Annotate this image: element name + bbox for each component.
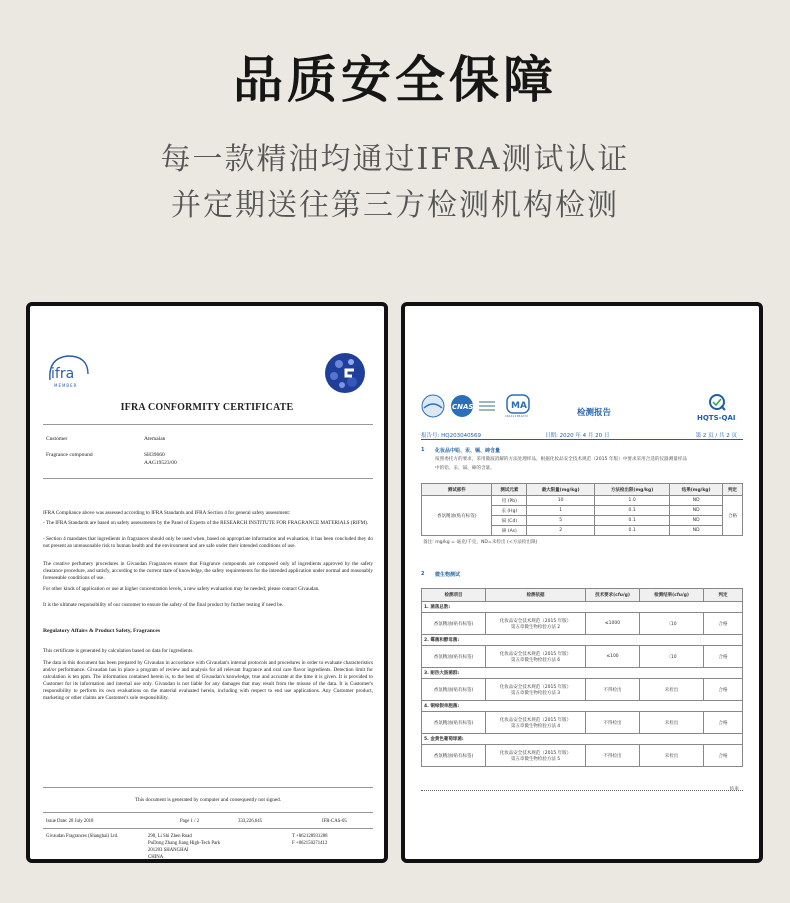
table-header: 判定 bbox=[723, 484, 743, 496]
table-row bbox=[422, 679, 743, 701]
heavy-metal-table bbox=[421, 483, 743, 536]
subtitle-line-1: 每一款精油均通过IFRA测试认证 bbox=[160, 142, 630, 177]
table-cell: 不得检出 bbox=[586, 679, 640, 701]
table-header-row bbox=[422, 589, 743, 602]
table-cell bbox=[486, 745, 586, 767]
basis-line: 第五章微生物检验方法 2 bbox=[510, 624, 561, 630]
table-header: 方法检出限(mg/kg) bbox=[595, 484, 670, 496]
cert-paragraph: It is the ultimate responsibility of our customer to ensure the safety of the final product by further testing if need be. bbox=[43, 602, 284, 608]
table-group-row bbox=[422, 635, 743, 646]
cert-paragraph: This certificate is generated by calculation based on data for ingredients. bbox=[43, 648, 194, 654]
basis-line: 化妆品安全技术规范（2015 年版） bbox=[499, 651, 572, 657]
table-cell: 1.0 bbox=[595, 496, 670, 506]
hqts-logo-icon bbox=[695, 392, 739, 422]
section-description: 按照委托方的要求，采用微波消解的方法处理样品，根据化妆品安全技术规范（2015 年版）中要求采用合适的仪器测量样品 bbox=[435, 457, 688, 462]
table-cell: ≤100 bbox=[586, 646, 640, 668]
document-number: 333,226,645 bbox=[238, 819, 262, 824]
table-header: 测试部件 bbox=[422, 484, 492, 496]
generated-note: This document is generated by computer and consequently not signed. bbox=[134, 797, 282, 803]
divider bbox=[43, 478, 373, 479]
table-header: 检测依据 bbox=[486, 589, 586, 602]
test-report-image bbox=[401, 302, 763, 863]
cnas-badge-icon bbox=[449, 394, 475, 418]
table-cell: 香氛精油(贴有标签) bbox=[422, 613, 486, 635]
certificate-title: IFRA CONFORMITY CERTIFICATE bbox=[120, 402, 294, 413]
table-cell: 合格 bbox=[704, 712, 743, 734]
table-group-label: 1. 菌落总数: bbox=[422, 602, 743, 613]
address-line: 298, Li Shi Zhen Road bbox=[148, 834, 192, 839]
cert-paragraph: The data in this document has been prepared by Givaudan in accordance with Givaudan's internal protocols and procedures in order to evaluate characteristics and/or performance. Givaudan has in place a program of review and analysis for all relevant fragrance and oral care flavor ingredients. Detection limit for calculation is ten ppm. The information contained herein is, to the best of Givaudan's knowledge, true and accurate at the time it is given. It is provided to Customer for its information and internal use only. Givaudan is not liable for any damages that may result from the misuse of the data. It is Customer's responsibility to perform its own evaluations on the material evaluated herein, including with respect to end use applications. Any Customer product, marketing or other claims are Customer's sole responsibility. bbox=[43, 660, 373, 702]
table-header: 检测结果(cfu/g) bbox=[640, 589, 704, 602]
svg-text:MA: MA bbox=[511, 401, 527, 411]
table-row bbox=[422, 745, 743, 767]
divider bbox=[43, 424, 373, 425]
table-cell: 合格 bbox=[704, 646, 743, 668]
table-cell bbox=[486, 712, 586, 734]
cma-badge-icon bbox=[503, 394, 533, 418]
basis-line: 化妆品安全技术规范（2015 年版） bbox=[499, 717, 572, 723]
reference-code: IFR-CAS-05 bbox=[322, 819, 347, 824]
table-cell: 未检出 bbox=[640, 679, 704, 701]
table-cell: 镉 (Cd) bbox=[492, 516, 527, 526]
basis-line: 第五章微生物检验方法 4 bbox=[510, 723, 561, 729]
table-cell: ND bbox=[670, 516, 723, 526]
table-cell: 砷 (As) bbox=[492, 526, 527, 536]
section-number: 1 bbox=[421, 447, 425, 453]
section-title: 化妆品中铅、汞、镉、砷含量 bbox=[435, 448, 501, 454]
compound-label: Fragrance compound bbox=[46, 452, 93, 458]
table-cell: 香氛精油(贴有标签) bbox=[422, 745, 486, 767]
cert-paragraph: IFRA Compliance above was assessed according to IFRA Standards and IFRA Section 4 for general safety assessment: bbox=[43, 510, 291, 516]
table-cell: 0.1 bbox=[595, 526, 670, 536]
table-cell: ND bbox=[670, 496, 723, 506]
page-number: Page 1 / 2 bbox=[180, 819, 200, 824]
compound-value-1: SH39660 bbox=[144, 452, 165, 458]
table-cell: 未检出 bbox=[640, 745, 704, 767]
telephone: T +862128931288 bbox=[292, 834, 328, 839]
svg-text:HQTS-QAI: HQTS-QAI bbox=[697, 414, 736, 422]
report-page: 第 2 页 / 共 2 页 bbox=[695, 433, 737, 439]
table-header: 检测项目 bbox=[422, 589, 486, 602]
table-cell: 铅 (Pb) bbox=[492, 496, 527, 506]
report-number: 报告号: HQ203040569 bbox=[421, 433, 482, 439]
section-description: 中的铅、汞、镉、砷的含量。 bbox=[435, 466, 495, 471]
table-group-row bbox=[422, 701, 743, 712]
svg-text:ifra: ifra bbox=[51, 366, 75, 382]
table-cell: 2 bbox=[527, 526, 595, 536]
table-row bbox=[422, 496, 743, 506]
basis-line: 化妆品安全技术规范（2015 年版） bbox=[499, 750, 572, 756]
table-cell: ≤1000 bbox=[586, 613, 640, 635]
address-line: PuDong Zhang Jiang High-Tech Park bbox=[148, 841, 221, 846]
table-cell: 0.1 bbox=[595, 516, 670, 526]
end-divider bbox=[421, 790, 743, 791]
table-cell: 〈10 bbox=[640, 613, 704, 635]
table-header: 测试元素 bbox=[492, 484, 527, 496]
table-cell: 香氛精油(贴有标签) bbox=[422, 712, 486, 734]
table-cell: ND bbox=[670, 506, 723, 516]
table-cell: ND bbox=[670, 526, 723, 536]
table-cell: 香氛精油(贴有标签) bbox=[422, 679, 486, 701]
ilac-mra-icon bbox=[421, 394, 445, 418]
table-row bbox=[422, 613, 743, 635]
table-cell: 香氛精油(贴有标签) bbox=[422, 496, 492, 536]
divider bbox=[43, 828, 373, 829]
table-row bbox=[422, 646, 743, 668]
subtitle-line-2: 并定期送往第三方检测机构检测 bbox=[171, 188, 619, 223]
cnas-small-text bbox=[479, 398, 499, 414]
ifra-logo-icon bbox=[44, 350, 92, 392]
table-cell bbox=[486, 679, 586, 701]
cert-paragraph: - Section 4 mandates that ingredients in fragrances should only be used when, based on appropriate information and evaluation, it has been concluded they do not present an unreasonable risk to human health and the environment and are safe under their intended conditions of use. bbox=[43, 536, 373, 550]
section-number: 2 bbox=[421, 571, 425, 577]
basis-line: 第五章微生物检验方法 5 bbox=[510, 756, 561, 762]
table-header: 技术要求(cfu/g) bbox=[586, 589, 640, 602]
table-cell: 〈10 bbox=[640, 646, 704, 668]
ifra-certificate-image bbox=[26, 302, 388, 863]
cert-paragraph: The creative perfumery procedures in Givaudan Fragrances ensure that Fragrance compounds are composed only of ingredients approved by the safety clearance procedure, and satisfy, according to the current state of knowledge, the safety requirements for the intended application under normal and reasonably foreseeable conditions of use. bbox=[43, 561, 373, 582]
table-cell: 汞 (Hg) bbox=[492, 506, 527, 516]
table-header: 最大限量(mg/kg) bbox=[527, 484, 595, 496]
givaudan-logo-icon bbox=[324, 352, 366, 394]
table-cell: 香氛精油(贴有标签) bbox=[422, 646, 486, 668]
issue-date: Issue Date: 28 July 2018 bbox=[46, 819, 94, 824]
table-header-row bbox=[422, 484, 743, 496]
table-cell: 未检出 bbox=[640, 712, 704, 734]
basis-line: 化妆品安全技术规范（2015 年版） bbox=[499, 684, 572, 690]
customer-label: Customer bbox=[46, 436, 68, 442]
address-line: CHINA bbox=[148, 855, 164, 860]
table-group-row bbox=[422, 602, 743, 613]
table-cell: 不得检出 bbox=[586, 712, 640, 734]
department-heading: Regulatory Affairs & Product Safety, Fragrances bbox=[43, 628, 161, 634]
table-header: 结果(mg/kg) bbox=[670, 484, 723, 496]
svg-text:CNAS: CNAS bbox=[452, 403, 474, 411]
compound-value-2: AAG19523/00 bbox=[144, 460, 177, 466]
table-note: 备注: mg/kg = 毫克/千克，ND=未检出 (<方法检出限) bbox=[423, 540, 538, 545]
svg-text:MEMBER: MEMBER bbox=[54, 383, 78, 388]
basis-line: 第五章微生物检验方法 3 bbox=[510, 690, 561, 696]
table-cell: 不得检出 bbox=[586, 745, 640, 767]
end-mark: 结束 bbox=[729, 787, 739, 792]
divider bbox=[43, 787, 373, 788]
report-title: 检测报告 bbox=[577, 408, 612, 418]
divider bbox=[43, 812, 373, 813]
table-cell: 5 bbox=[527, 516, 595, 526]
address-line: 201203 SHANGHAI bbox=[148, 848, 189, 853]
cert-paragraph: - The IFRA Standards are based on safety assessments by the Panel of Experts of the RESEARCH INSTITUTE FOR FRAGRANCE MATERIALS (RIFM). bbox=[43, 520, 369, 526]
table-group-label: 2. 霉菌和酵母菌: bbox=[422, 635, 743, 646]
fax: F +862150271412 bbox=[292, 841, 328, 846]
divider bbox=[421, 439, 743, 440]
microbiology-table bbox=[421, 588, 743, 767]
page-title: 品质安全保障 bbox=[233, 51, 557, 109]
table-cell bbox=[486, 646, 586, 668]
table-cell: 合格 bbox=[704, 679, 743, 701]
table-group-label: 5. 金黄色葡萄球菌: bbox=[422, 734, 743, 745]
table-row bbox=[422, 712, 743, 734]
table-cell: 合格 bbox=[723, 496, 743, 536]
table-cell: 1 bbox=[527, 506, 595, 516]
table-cell bbox=[486, 613, 586, 635]
table-group-label: 3. 耐热大肠菌群: bbox=[422, 668, 743, 679]
customer-value: Atemalan bbox=[144, 436, 166, 442]
table-cell: 10 bbox=[527, 496, 595, 506]
table-group-row bbox=[422, 668, 743, 679]
report-date: 日期: 2020 年 4 月 20 日 bbox=[545, 433, 610, 439]
table-header: 判定 bbox=[704, 589, 743, 602]
table-cell: 0.1 bbox=[595, 506, 670, 516]
basis-line: 第五章微生物检验方法 6 bbox=[510, 657, 561, 663]
cert-paragraph: For other kinds of application or use at higher concentration levels, a new safety evaluation may be needed; please contact Givaudan. bbox=[43, 586, 320, 592]
table-cell: 合格 bbox=[704, 613, 743, 635]
table-group-label: 4. 铜绿假单胞菌: bbox=[422, 701, 743, 712]
table-group-row bbox=[422, 734, 743, 745]
company-name: Givaudan Fragrances (Shanghai) Ltd. bbox=[46, 834, 119, 839]
table-cell: 合格 bbox=[704, 745, 743, 767]
svg-text:161111381272: 161111381272 bbox=[505, 414, 528, 418]
basis-line: 化妆品安全技术规范（2015 年版） bbox=[499, 618, 572, 624]
section-title: 微生物测试 bbox=[435, 572, 461, 578]
